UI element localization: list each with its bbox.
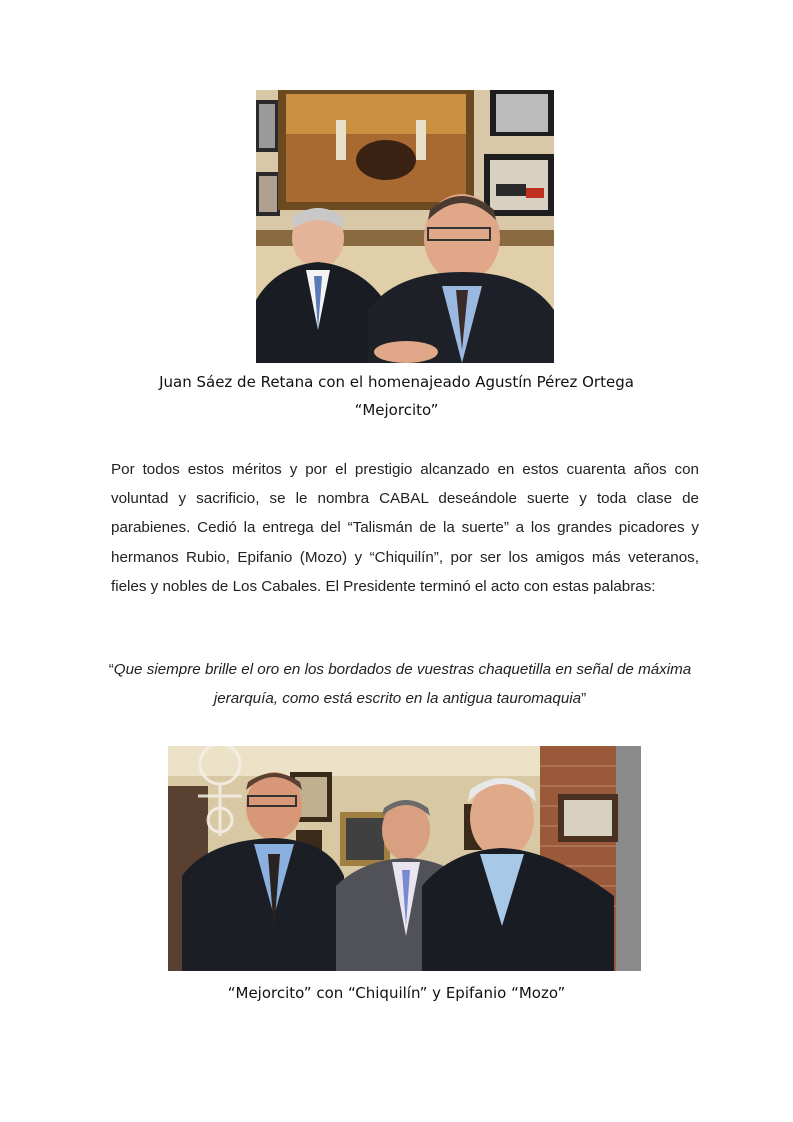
body-paragraph: Por todos estos méritos y por el prestigio alcanzado en estos cuarenta años con voluntad y sacrificio, se le nombra CABAL deseándole suerte y toda clase de parabienes. Cedió la entrega del “Talismán de la suerte” a los grandes picadores y hermanos Rubio, Epifanio (Mozo) y “Chiquilín”, por ser los amigos más veteranos, fieles y nobles de Los Cabales. El Presidente terminó el acto con estas palabras: [111,461,699,595]
photo-caption-2: “Mejorcito” con “Chiquilín” y Epifanio “Mozo” [227,984,566,1002]
caption-line-1: Juan Sáez de Retana con el homenajeado Agustín Pérez Ortega [159,373,634,391]
photo-three-men-standing-icon [168,746,641,971]
quote-close-mark: ” [581,690,587,707]
photo-men-seated [256,90,554,363]
quote-open-mark: “ [108,661,114,678]
caption-line-2: “Mejorcito” [354,401,439,419]
photo-men-seated-at-table-icon [256,90,554,363]
quote-text: Que siempre brille el oro en los bordados de vuestras chaquetilla en señal de máxima jerarquía, como está escrito en la antigua tauromaquia [113,661,692,707]
photo-caption [0,369,793,423]
photo-three-men [168,746,641,971]
quote-paragraph [100,655,700,713]
